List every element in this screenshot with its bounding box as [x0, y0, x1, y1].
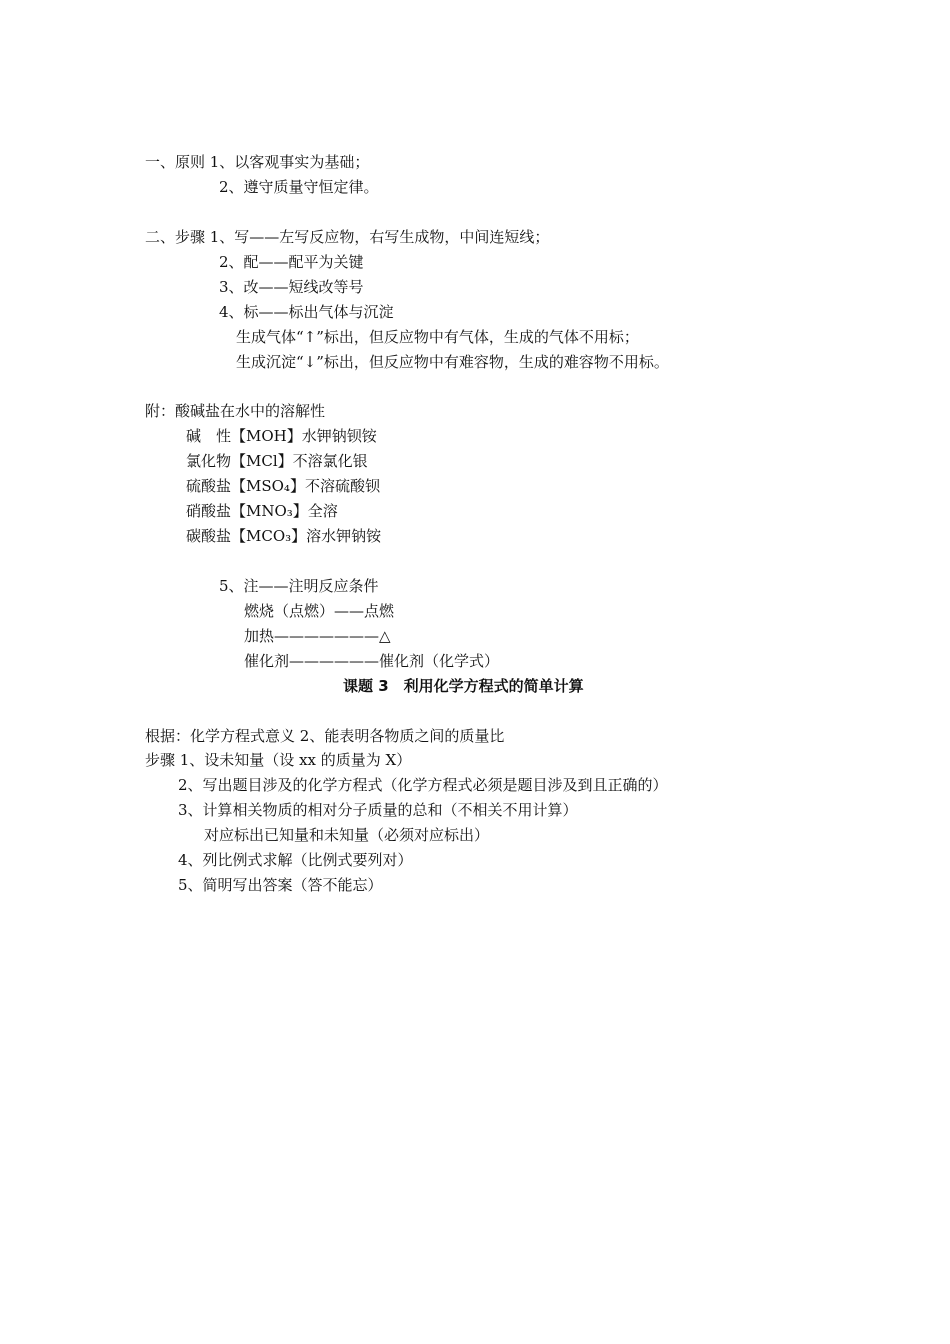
step-line-3: 3、改——短线改等号 — [219, 278, 364, 296]
solubility-item: 硫酸盐【MSO₄】不溶硫酸钡 — [186, 477, 380, 495]
solubility-item: 碱 性【MOH】水钾钠钡铵 — [186, 427, 377, 445]
appendix-heading: 附：酸碱盐在水中的溶解性 — [145, 402, 326, 420]
step-line-4: 4、标——标出气体与沉淀 — [219, 303, 394, 321]
condition-line-3: 加热———————△ — [244, 627, 391, 645]
condition-line-1: 5、注——注明反应条件 — [219, 577, 379, 595]
solubility-item: 硝酸盐【MNO₃】全溶 — [186, 502, 338, 520]
lesson-step-1: 步骤 1、设未知量（设 xx 的质量为 X） — [145, 751, 412, 769]
principle-line-2: 2、遵守质量守恒定律。 — [219, 178, 379, 196]
step-line-2: 2、配——配平为关键 — [219, 253, 364, 271]
lesson-basis: 根据：化学方程式意义 2、能表明各物质之间的质量比 — [145, 727, 505, 745]
condition-line-2: 燃烧（点燃）——点燃 — [244, 602, 395, 620]
solubility-item: 碳酸盐【MCO₃】溶水钾钠铵 — [186, 527, 382, 545]
principle-line-1: 一、原则 1、以客观事实为基础； — [145, 153, 370, 171]
lesson-step-5: 5、简明写出答案（答不能忘） — [178, 876, 383, 894]
solubility-item: 氯化物【MCl】不溶氯化银 — [186, 452, 368, 470]
condition-line-4: 催化剂——————催化剂（化学式） — [244, 652, 500, 670]
step-line-5: 生成气体“↑”标出，但反应物中有气体，生成的气体不用标； — [236, 328, 639, 346]
step-line-6: 生成沉淀“↓”标出，但反应物中有难容物，生成的难容物不用标。 — [236, 353, 669, 371]
lesson-title: 课题 3 利用化学方程式的简单计算 — [343, 677, 584, 695]
lesson-step-3-note: 对应标出已知量和未知量（必须对应标出） — [204, 826, 490, 844]
step-line-1: 二、步骤 1、写——左写反应物，右写生成物，中间连短线； — [145, 228, 550, 246]
lesson-step-3: 3、计算相关物质的相对分子质量的总和（不相关不用计算） — [178, 801, 578, 819]
lesson-step-4: 4、列比例式求解（比例式要列对） — [178, 851, 413, 869]
lesson-step-2: 2、写出题目涉及的化学方程式（化学方程式必须是题目涉及到且正确的） — [178, 776, 668, 794]
